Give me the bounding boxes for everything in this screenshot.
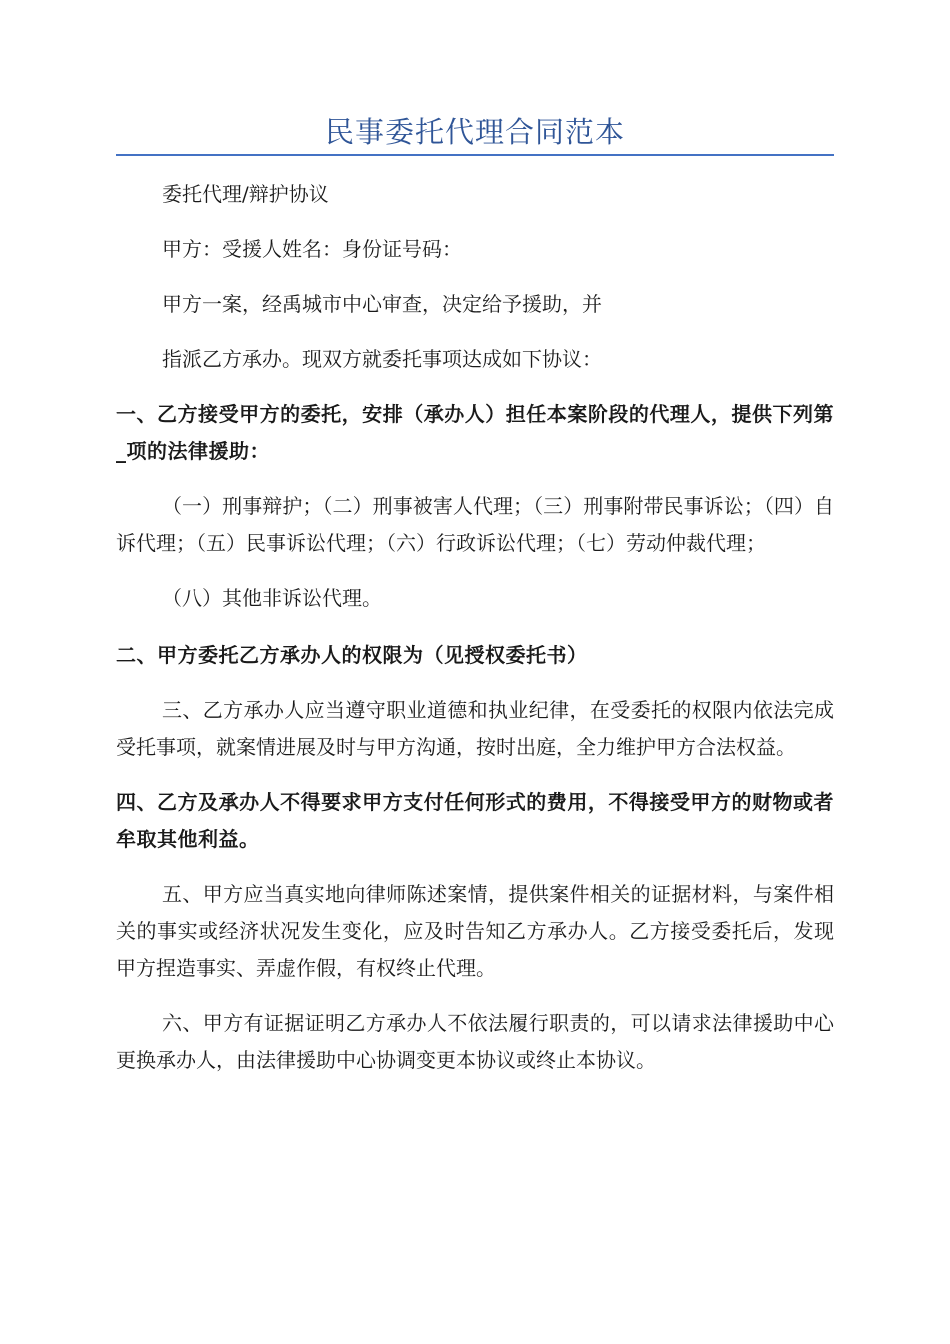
clause-4: 四、乙方及承办人不得要求甲方支付任何形式的费用，不得接受甲方的财物或者牟取其他利益。 bbox=[116, 790, 834, 851]
document-body bbox=[116, 170, 834, 1079]
case-assignment: 指派乙方承办。现双方就委托事项达成如下协议： bbox=[162, 347, 602, 371]
party-a-info: 甲方：受援人姓名：身份证号码： bbox=[162, 237, 462, 261]
clause-1-options: （一）刑事辩护；（二）刑事被害人代理；（三）刑事附带民事诉讼；（四）自诉代理；（五）民事诉讼代理；（六）行政诉讼代理；（七）劳动仲裁代理； bbox=[116, 494, 834, 555]
case-intro: 甲方一案，经禹城市中心审查，决定给予援助，并 bbox=[162, 292, 602, 316]
clause-2: 二、甲方委托乙方承办人的权限为（见授权委托书） bbox=[116, 643, 588, 667]
title-underline bbox=[116, 154, 834, 156]
agreement-type: 委托代理/辩护协议 bbox=[162, 182, 329, 206]
clause-1-option-8: （八）其他非诉讼代理。 bbox=[162, 586, 382, 610]
clause-1: 一、乙方接受甲方的委托，安排（承办人）担任本案阶段的代理人，提供下列第_项的法律援助： bbox=[116, 402, 834, 463]
clause-3: 三、乙方承办人应当遵守职业道德和执业纪律，在受委托的权限内依法完成受托事项，就案情进展及时与甲方沟通，按时出庭，全力维护甲方合法权益。 bbox=[116, 698, 834, 759]
clause-6: 六、甲方有证据证明乙方承办人不依法履行职责的，可以请求法律援助中心更换承办人，由法律援助中心协调变更本协议或终止本协议。 bbox=[116, 1011, 834, 1072]
clause-5: 五、甲方应当真实地向律师陈述案情，提供案件相关的证据材料，与案件相关的事实或经济状况发生变化，应及时告知乙方承办人。乙方接受委托后，发现甲方捏造事实、弄虚作假，有权终止代理。 bbox=[116, 882, 834, 980]
document-title: 民事委托代理合同范本 bbox=[324, 115, 625, 149]
